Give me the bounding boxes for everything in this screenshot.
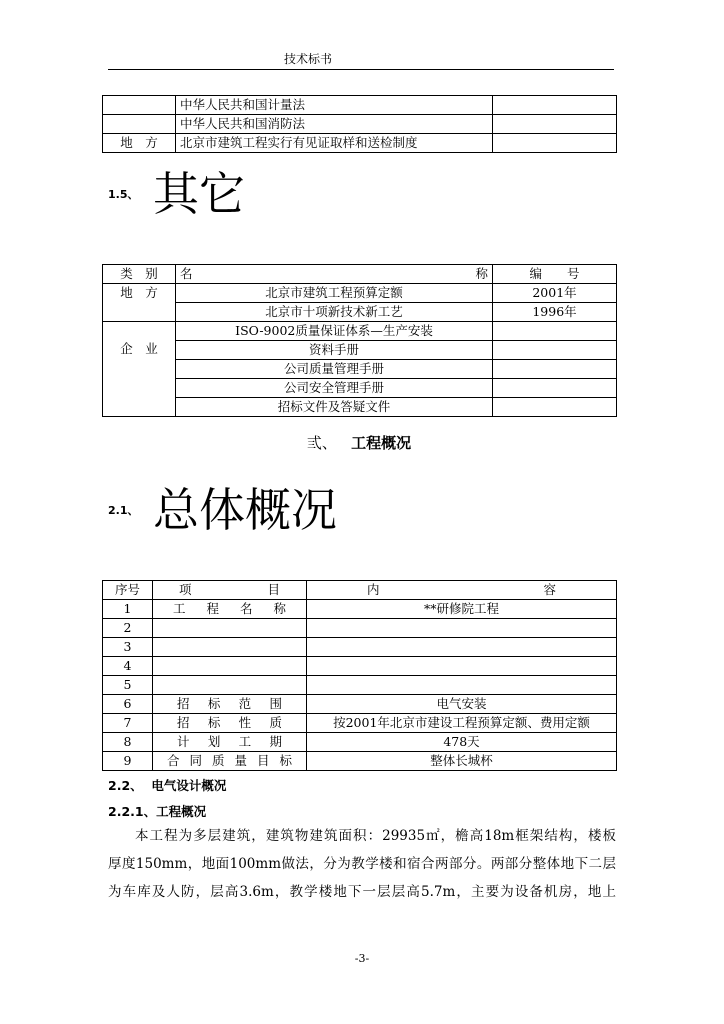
section-title: 总体概况 — [153, 483, 337, 537]
row-number: 4 — [103, 657, 153, 676]
table-row — [103, 115, 617, 134]
table-row — [103, 341, 617, 360]
row-item: 招 标 范 围 — [153, 695, 307, 714]
reference-code: 1996年 — [493, 303, 617, 322]
category-local: 地 方 — [103, 284, 176, 322]
paragraph-line: 为车库及人防，层高3.6m，教学楼地下一层层高5.7m，主要为设备机房，地上 — [108, 884, 616, 900]
row-number: 8 — [103, 733, 153, 752]
chapter-prefix: 弎、 — [306, 434, 337, 452]
row-number: 5 — [103, 676, 153, 695]
column-header-content: 内 容 — [307, 581, 617, 600]
table-row — [103, 752, 617, 771]
column-header-no: 序号 — [103, 581, 153, 600]
row-number: 7 — [103, 714, 153, 733]
table-row — [103, 619, 617, 638]
reference-name: 招标文件及答疑文件 — [176, 398, 493, 417]
law-category — [103, 115, 176, 134]
table-row — [103, 657, 617, 676]
row-content: 478天 — [307, 733, 617, 752]
row-content: 整体长城杯 — [307, 752, 617, 771]
subsection-heading — [108, 802, 206, 820]
subsection-title: 电气设计概况 — [151, 778, 227, 793]
subsection-number: 2.2、 — [108, 778, 143, 793]
section-title: 其它 — [153, 167, 245, 221]
table-header-row — [103, 265, 617, 284]
law-category: 地 方 — [103, 134, 176, 153]
reference-name: 资料手册 — [176, 341, 493, 360]
overview-table — [102, 580, 617, 771]
column-header-code: 编 号 — [493, 265, 617, 284]
row-number: 6 — [103, 695, 153, 714]
row-item: 工 程 名 称 — [153, 600, 307, 619]
table-row — [103, 733, 617, 752]
law-extra — [493, 96, 617, 115]
paragraph-line: 本工程为多层建筑，建筑物建筑面积：29935㎡，檐高18m框架结构，楼板 — [135, 828, 616, 844]
row-item: 计 划 工 期 — [153, 733, 307, 752]
table-row — [103, 303, 617, 322]
reference-code: 2001年 — [493, 284, 617, 303]
reference-code — [493, 360, 617, 379]
table-row — [103, 398, 617, 417]
row-content: 电气安装 — [307, 695, 617, 714]
table-row — [103, 284, 617, 303]
reference-code — [493, 322, 617, 341]
table-row — [103, 134, 617, 153]
header-rule — [108, 69, 614, 70]
row-content — [307, 638, 617, 657]
paragraph-line: 厚度150mm，地面100mm做法，分为教学楼和宿合两部分。两部分整体地下二层 — [108, 856, 616, 872]
reference-name: ISO-9002质量保证体系—生产安装 — [176, 322, 493, 341]
law-name: 北京市建筑工程实行有见证取样和送检制度 — [176, 134, 493, 153]
table-row — [103, 714, 617, 733]
category-enterprise: 企 业 — [103, 322, 176, 417]
row-item — [153, 619, 307, 638]
table-row — [103, 676, 617, 695]
row-number: 2 — [103, 619, 153, 638]
reference-name: 北京市建筑工程预算定额 — [176, 284, 493, 303]
law-extra — [493, 134, 617, 153]
reference-name: 北京市十项新技术新工艺 — [176, 303, 493, 322]
row-content — [307, 657, 617, 676]
row-number: 1 — [103, 600, 153, 619]
table-row — [103, 695, 617, 714]
table-row — [103, 96, 617, 115]
chapter-heading — [102, 432, 616, 453]
chapter-title: 工程概况 — [351, 434, 412, 452]
reference-name: 公司质量管理手册 — [176, 360, 493, 379]
row-content — [307, 676, 617, 695]
row-content: **研修院工程 — [307, 600, 617, 619]
reference-code — [493, 398, 617, 417]
body-paragraph — [108, 822, 616, 906]
law-name: 中华人民共和国消防法 — [176, 115, 493, 134]
page-number: -3- — [354, 952, 370, 965]
table-row — [103, 638, 617, 657]
row-item: 招 标 性 质 — [153, 714, 307, 733]
table-row — [103, 600, 617, 619]
row-item — [153, 638, 307, 657]
reference-code — [493, 379, 617, 398]
row-number: 3 — [103, 638, 153, 657]
column-header-category: 类 别 — [103, 265, 176, 284]
subsection-number: 2.2.1、 — [108, 804, 157, 819]
row-item — [153, 676, 307, 695]
column-header-item: 项 目 — [153, 581, 307, 600]
row-content — [307, 619, 617, 638]
document-header-title: 技术标书 — [283, 52, 332, 66]
table-row — [103, 322, 617, 341]
law-name: 中华人民共和国计量法 — [176, 96, 493, 115]
law-extra — [493, 115, 617, 134]
law-category — [103, 96, 176, 115]
row-content: 按2001年北京市建设工程预算定额、费用定额 — [307, 714, 617, 733]
column-header-name: 名 称 — [176, 265, 493, 284]
other-references-table — [102, 264, 617, 417]
subsection-title: 工程概况 — [156, 804, 207, 819]
row-number: 9 — [103, 752, 153, 771]
table-row — [103, 379, 617, 398]
row-item — [153, 657, 307, 676]
reference-name: 公司安全管理手册 — [176, 379, 493, 398]
section-number: 2.1、 — [108, 504, 139, 517]
reference-code — [493, 341, 617, 360]
section-number: 1.5、 — [108, 188, 139, 201]
table-row — [103, 360, 617, 379]
row-item: 合同质量目标 — [153, 752, 307, 771]
law-table — [102, 95, 617, 153]
subsection-heading — [108, 776, 226, 794]
table-header-row — [103, 581, 617, 600]
